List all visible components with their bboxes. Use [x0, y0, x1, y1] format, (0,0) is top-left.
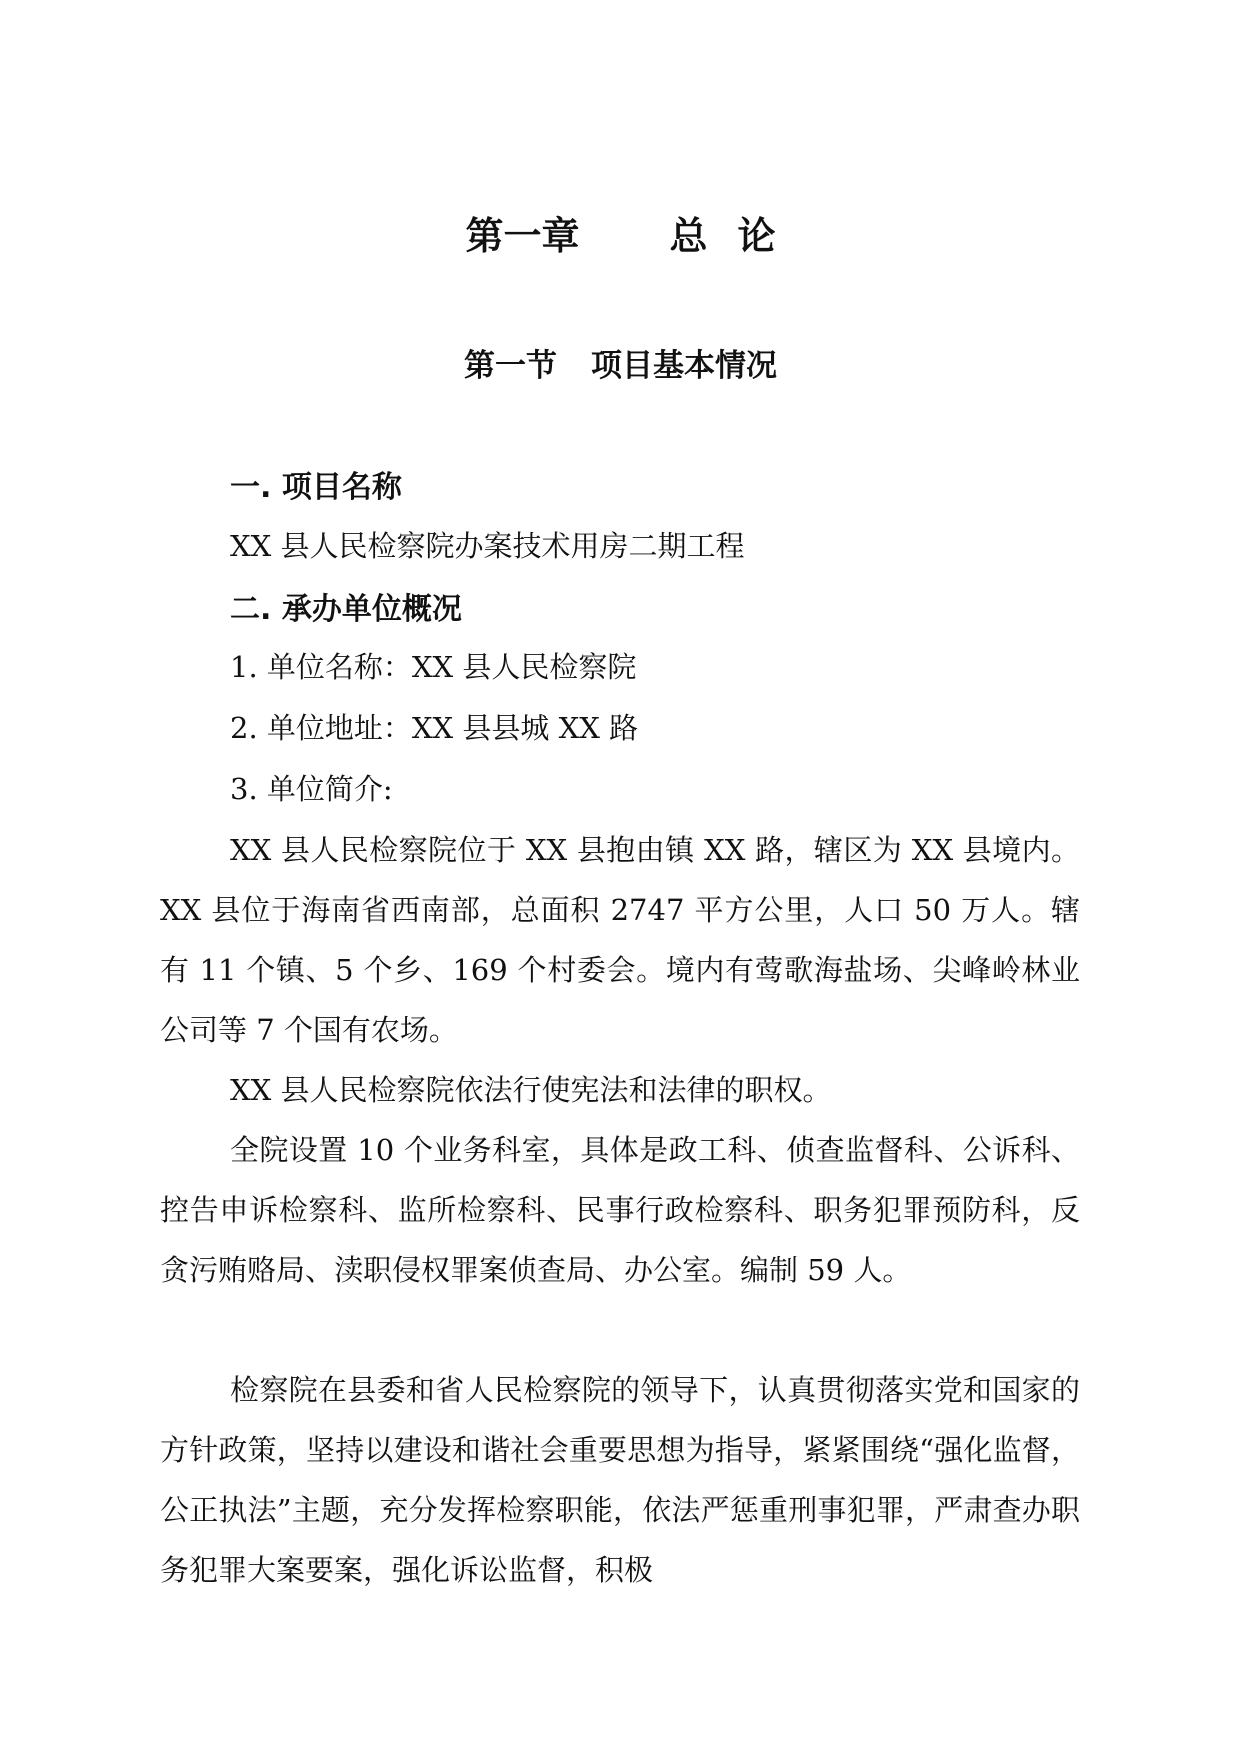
- section-number: 第一节: [464, 348, 557, 384]
- chapter-number: 第一章: [465, 214, 580, 258]
- paragraph: 全院设置 10 个业务科室，具体是政工科、侦查监督科、公诉科、控告申诉检察科、监所检察科、民事行政检察科、职务犯罪预防科，反贪污贿赂局、渎职侵权罪案侦查局、办公室。编制 59 人。: [160, 1133, 1080, 1287]
- chapter-title-2: 论: [737, 214, 776, 258]
- heading-project-name: 一. 项目名称: [230, 470, 402, 505]
- list-item: 2. 单位地址：XX 县县城 XX 路: [230, 711, 639, 745]
- list-item: 1. 单位名称：XX 县人民检察院: [230, 650, 637, 684]
- section-title: 项目基本情况: [591, 348, 777, 384]
- chapter-title-1: 总: [669, 214, 708, 258]
- project-name-text: XX 县人民检察院办案技术用房二期工程: [230, 529, 745, 563]
- section-heading: [0, 340, 1241, 385]
- list-item: 3. 单位简介:: [230, 772, 393, 806]
- paragraph: XX 县人民检察院依法行使宪法和法律的职权。: [230, 1073, 832, 1107]
- paragraph: XX 县人民检察院位于 XX 县抱由镇 XX 路，辖区为 XX 县境内。XX 县位于海南省西南部，总面积 2747 平方公里，人口 50 万人。辖有 11 个镇、5 个乡、169 个村委会。境内有莺歌海盐场、尖峰岭林业公司等 7 个国有农场。: [160, 833, 1080, 1047]
- chapter-heading: [0, 205, 1241, 260]
- heading-unit-overview: 二. 承办单位概况: [230, 592, 462, 627]
- paragraph: 检察院在县委和省人民检察院的领导下，认真贯彻落实党和国家的方针政策，坚持以建设和谐社会重要思想为指导，紧紧围绕“强化监督，公正执法”主题，充分发挥检察职能，依法严惩重刑事犯罪，严肃查办职务犯罪大案要案，强化诉讼监督，积极: [160, 1373, 1080, 1587]
